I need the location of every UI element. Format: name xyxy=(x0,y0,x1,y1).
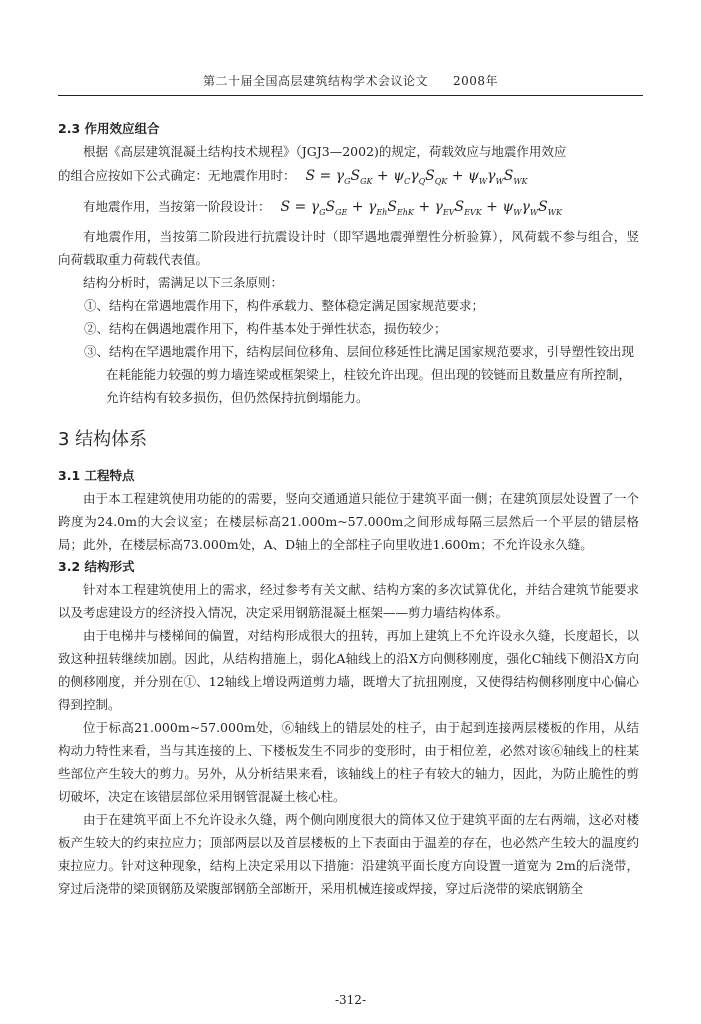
equation-intro-text: 有地震作用，当按第一阶段设计： xyxy=(83,198,271,214)
page-body xyxy=(58,118,639,900)
section-3-1-heading: 3.1 工程特点 xyxy=(58,467,135,483)
page-number: -312- xyxy=(334,993,366,1007)
header-rule xyxy=(58,95,643,96)
formula-earthquake: $S = \gamma_GS_{GE} + \gamma_{Eh}S_{EhK} + \gamma_{EV}S_{EVK} + \psi_W\gamma_WS_{WK}$ xyxy=(280,198,562,217)
paragraph: 由于本工程建筑使用功能的的需要，竖向交通通道只能位于建筑平面一侧；在建筑顶层处设置了一个跨度为24.0m的大会议室；在楼层标高21.000m~57.000m之间形成每隔三层然后一个平层的错层格局；此外，在楼层标高73.000m处，A、D轴上的全部柱子向里收进1.600m；不允许设永久缝。 xyxy=(58,490,639,552)
list-item: ①、结构在常遇地震作用下，构件承载力、整体稳定满足国家规范要求； xyxy=(84,297,485,313)
formula-no-earthquake: $S = \gamma_GS_{GK} + \psi_C\gamma_QS_{QK} + \psi_W\gamma_WS_{WK}$ xyxy=(305,168,528,186)
running-header: 第二十届全国高层建筑结构学术会议论文 2008年 xyxy=(202,74,499,88)
list-item: ②、结构在偶遇地震作用下，构件基本处于弹性状态，损伤较少； xyxy=(84,320,447,336)
paragraph: 由于电梯井与楼梯间的偏置，对结构形成很大的扭转，再加上建筑上不允许设永久缝，长度超长，以致这种扭转继续加剧。因此，从结构措施上，弱化A轴线上的沿X方向侧移刚度，强化C轴线下侧沿X方向的侧移刚度，并分别在①、12轴线上增设两道剪力墙，既增大了抗扭刚度，又使得结构侧移刚度中心偏心得到控制。 xyxy=(58,627,639,712)
equation-intro-text: 的组合应按如下公式确定：无地震作用时： xyxy=(58,168,296,183)
list-item: ③、结构在罕遇地震作用下，结构层间位移角、层间位移延性比满足国家规范要求，引导塑性铰出现在耗能能力较强的剪力墙连梁或框架梁上，柱铰允许出现。但出现的铰链而且数量应有所控制，允许结构有较多损伤，但仍然保持抗倒塌能力。 xyxy=(84,343,635,405)
equation-line-earthquake xyxy=(58,194,639,225)
section-3-2-heading: 3.2 结构形式 xyxy=(58,558,135,574)
paragraph: 位于标高21.000m~57.000m处，⑥轴线上的错层处的柱子，由于起到连接两层楼板的作用，从结构动力特性来看，当与其连接的上、下楼板发生不同步的变形时，由于相位差，必然对该⑥轴线上的柱某些部位产生较大的剪力。另外，从分析结果来看，该轴线上的柱子有较大的轴力，因此，为防止脆性的剪切破坏，决定在该错层部位采用钢管混凝土核心柱。 xyxy=(58,719,639,804)
paragraph: 有地震作用，当按第二阶段进行抗震设计时（即罕遇地震弹塑性分析验算），风荷载不参与组合，竖向荷载取重力荷载代表值。 xyxy=(58,228,639,267)
equation-line-no-earthquake xyxy=(58,163,639,194)
section-2-3-heading: 2.3 作用效应组合 xyxy=(58,121,160,136)
paragraph: 针对本工程建筑使用上的需求，经过参考有关文献、结构方案的多次试算优化，并结合建筑节能要求以及考虑建设方的经济投入情况，决定采用钢筋混凝土框架——剪力墙结构体系。 xyxy=(58,581,639,620)
paragraph: 结构分析时，需满足以下三条原则： xyxy=(83,274,284,290)
section-3-heading: 3 结构体系 xyxy=(58,428,148,450)
paragraph: 由于在建筑平面上不允许设永久缝，两个侧向刚度很大的筒体又位于建筑平面的左右两端，这必对楼板产生较大的约束拉应力；顶部两层以及首层楼板的上下表面由于温差的存在，也必然产生较大的温度约束拉应力。针对这种现象，结构上决定采用以下措施：沿建筑平面长度方向设置一道宽为 2m的后浇带，穿过后浇带的梁顶钢筋及梁腹部钢筋全部断开，采用机械连接或焊接，穿过后浇带的梁底钢筋全 xyxy=(58,811,639,896)
paragraph: 根据《高层建筑混凝土结构技术规程》（JGJ3—2002)的规定，荷载效应与地震作用效应 xyxy=(83,144,567,159)
